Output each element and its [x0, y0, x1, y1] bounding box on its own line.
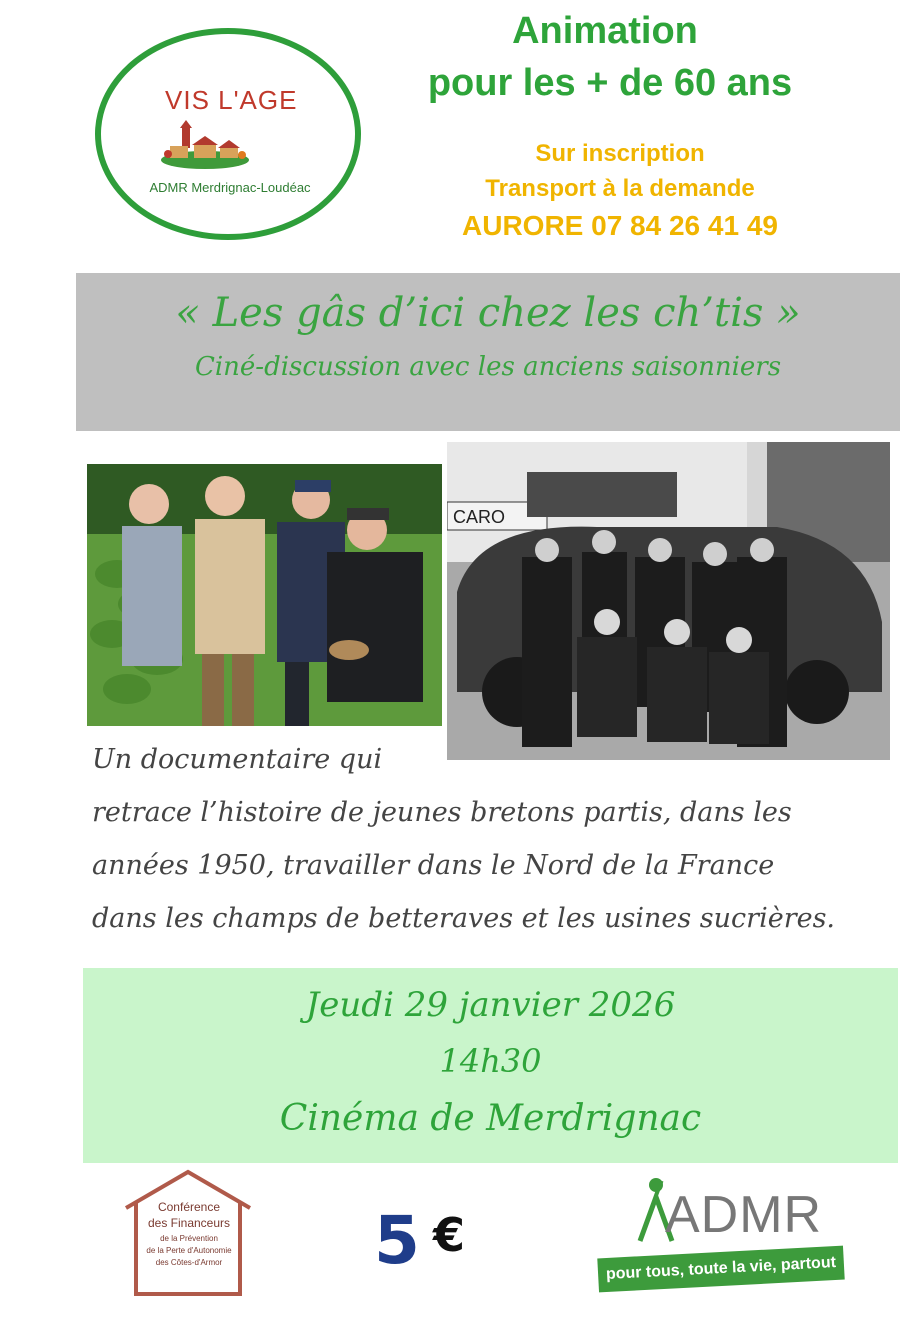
conference-line-4: de la Perte d'Autonomie [146, 1246, 232, 1255]
contact-phone: AURORE 07 84 26 41 49 [462, 210, 778, 241]
description-line-4: dans les champs de betteraves et les usines sucrières. [92, 903, 836, 934]
description-line-3: années 1950, travailler dans le Nord de la France [92, 850, 775, 881]
conference-line-3: de la Prévention [160, 1234, 218, 1243]
transport-note: Transport à la demande [485, 175, 755, 202]
headline-audience: pour les + de 60 ans [427, 62, 793, 104]
event-place: Cinéma de Merdrignac [279, 1098, 702, 1139]
film-title: « Les gâs d’ici chez les ch’tis » [175, 290, 801, 336]
description-line-1: Un documentaire qui [92, 744, 383, 775]
description-line-2: retrace l’histoire de jeunes bretons partis, dans les [92, 797, 792, 828]
headline-animation: Animation [512, 10, 698, 52]
registration-note: Sur inscription [535, 140, 705, 167]
admr-brand: ADMR [665, 1186, 823, 1244]
village-icon [160, 120, 250, 170]
admr-tagline: pour tous, toute la vie, partout [597, 1246, 844, 1293]
conference-line-2: des Financeurs [147, 1216, 231, 1230]
logo-title: VIS L'AGE [165, 85, 298, 115]
conference-house-logo [122, 1168, 254, 1298]
vintage-photo-illustration [447, 442, 890, 760]
price-amount: 5 [374, 1202, 420, 1279]
elders-photo-illustration [87, 464, 442, 726]
event-time: 14h30 [439, 1042, 542, 1080]
event-date: Jeudi 29 janvier 2026 [305, 985, 676, 1025]
film-subtitle: Ciné-discussion avec les anciens saisonniers [194, 352, 782, 382]
sign-text: CARO [453, 507, 506, 527]
photo-vintage-group [447, 442, 890, 760]
photo-elders-park [87, 464, 442, 726]
price-currency: € [433, 1208, 466, 1262]
conference-line-5: des Côtes-d'Armor [155, 1258, 223, 1267]
conference-line-1: Conférence [157, 1200, 221, 1214]
logo-organization: ADMR Merdrignac-Loudéac [149, 180, 311, 195]
